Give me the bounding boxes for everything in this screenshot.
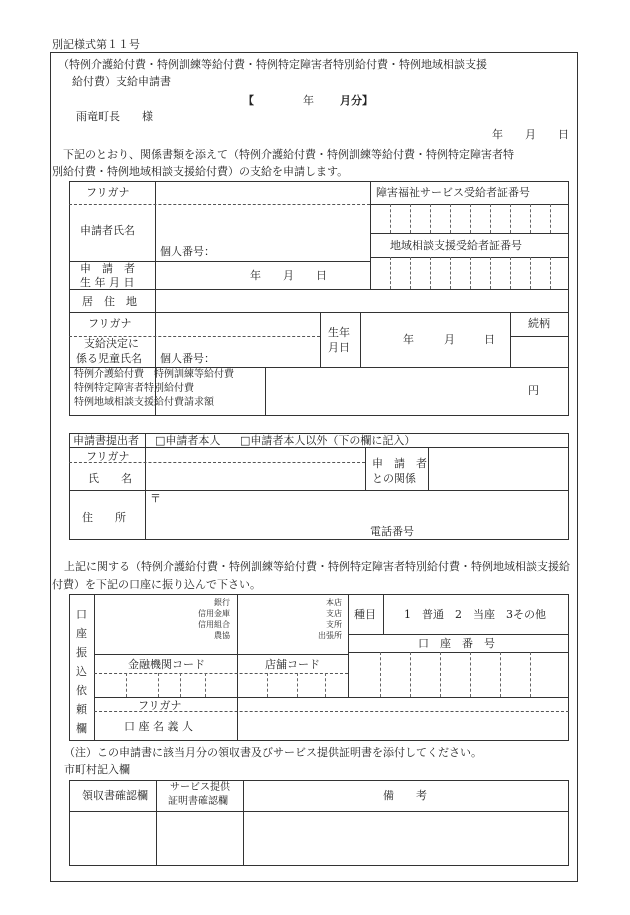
date-month: 月 bbox=[525, 128, 536, 141]
service-check-label-1: サービス提供 bbox=[170, 782, 230, 793]
child-birth-year: 年 bbox=[403, 333, 414, 346]
bank-side-label-4: 依 bbox=[76, 684, 87, 697]
claim-label-1: 特例介護給付費 特例訓練等給付費 bbox=[74, 369, 234, 380]
child-relation-label: 続柄 bbox=[528, 317, 550, 330]
institution-code-label: 金融機関コード bbox=[128, 658, 205, 671]
submitter-option-self[interactable]: □申請者本人 bbox=[155, 434, 221, 447]
applicant-birth-label-2: 生 年 月 日 bbox=[80, 276, 135, 289]
bank-side-label-5: 頼 bbox=[76, 703, 87, 716]
municipal-label: 市町村記入欄 bbox=[64, 763, 130, 776]
intro-line1: 下記のとおり、関係書類を添えて（特例介護給付費・特例訓練等給付費・特例特定障害者特 bbox=[63, 148, 514, 161]
account-number-label: 口 座 番 号 bbox=[418, 637, 495, 650]
form-number: 別記様式第１１号 bbox=[52, 38, 140, 51]
bank-side-label-6: 欄 bbox=[76, 722, 87, 735]
holder-label: 口 座 名 義 人 bbox=[124, 720, 193, 733]
receipt-check-label: 領収書確認欄 bbox=[82, 789, 148, 802]
month-bracket-open: 【 bbox=[243, 94, 254, 107]
claim-label-3: 特例地域相談支援給付費請求額 bbox=[74, 397, 214, 408]
account-type-options[interactable]: 1 普通 2 当座 3その他 bbox=[404, 608, 546, 621]
month-year-label: 年 bbox=[303, 94, 314, 107]
bank-side-label-1: 座 bbox=[76, 627, 87, 640]
bank-intro-line2: 付費）を下記の口座に振り込んで下さい。 bbox=[52, 578, 261, 591]
form-title-line1: （特例介護給付費・特例訓練等給付費・特例特定障害者特別給付費・特例地域相談支援 bbox=[58, 58, 487, 71]
date-year: 年 bbox=[492, 128, 503, 141]
submitter-relation-1: 申 請 者 bbox=[372, 457, 427, 470]
claim-yen: 円 bbox=[528, 384, 539, 397]
branch-type-1: 支店 bbox=[326, 609, 342, 618]
inst-type-1: 信用金庫 bbox=[198, 609, 230, 618]
branch-code-label: 店舗コード bbox=[265, 658, 320, 671]
branch-type-0: 本店 bbox=[326, 598, 342, 607]
bank-side-label-3: 込 bbox=[76, 665, 87, 678]
form-title-line2: 給付費）支給申請書 bbox=[72, 75, 171, 88]
intro-line2: 別給付費・特例地域相談支援給付費）の支給を申請します。 bbox=[52, 165, 349, 178]
child-personal-number: 個人番号： bbox=[160, 352, 215, 365]
service-cert-label: 障害福祉サービス受給者証番号 bbox=[376, 186, 530, 199]
inst-type-2: 信用組合 bbox=[198, 620, 230, 629]
applicant-personal-number: 個人番号： bbox=[160, 245, 215, 258]
account-type-label: 種目 bbox=[354, 608, 376, 621]
child-birth-label-1: 生年 bbox=[328, 326, 350, 339]
applicant-birth-label-1: 申 請 者 bbox=[80, 262, 135, 275]
bank-side-label-0: 口 bbox=[76, 608, 87, 621]
applicant-address-label: 居 住 地 bbox=[82, 295, 137, 308]
community-cert-label: 地域相談支援受給者証番号 bbox=[390, 239, 522, 252]
claim-label-2: 特例特定障害者特別給付費 bbox=[74, 383, 194, 394]
service-check-label-2: 証明書確認欄 bbox=[168, 796, 228, 807]
applicant-birth-year: 年 bbox=[250, 269, 261, 282]
child-birth-month: 月 bbox=[444, 333, 455, 346]
branch-type-2: 支所 bbox=[326, 620, 342, 629]
submitter-furigana-label: フリガナ bbox=[86, 450, 130, 463]
submitter-name-label: 氏 名 bbox=[88, 472, 132, 485]
submitter-label: 申請書提出者 bbox=[73, 434, 139, 447]
child-birth-day: 日 bbox=[484, 333, 495, 346]
child-birth-label-2: 月日 bbox=[328, 341, 350, 354]
inst-type-3: 農協 bbox=[214, 631, 230, 640]
inst-type-0: 銀行 bbox=[214, 598, 230, 607]
submitter-table bbox=[69, 433, 569, 540]
applicant-furigana-label: フリガナ bbox=[86, 186, 130, 199]
remarks-label: 備 考 bbox=[383, 789, 427, 802]
child-furigana-label: フリガナ bbox=[88, 317, 132, 330]
bank-side-label-2: 振 bbox=[76, 646, 87, 659]
month-label: 月分】 bbox=[340, 94, 373, 107]
addressee: 雨竜町長 様 bbox=[76, 110, 153, 123]
applicant-birth-month: 月 bbox=[283, 269, 294, 282]
submitter-address-label: 住 所 bbox=[82, 511, 126, 524]
attachment-note: （注）この申請書に該当月分の領収書及びサービス提供証明書を添付してください。 bbox=[64, 746, 482, 759]
submitter-relation-2: との関係 bbox=[372, 472, 416, 485]
child-label-2: 係る児童氏名 bbox=[76, 352, 142, 365]
child-label-1: 支給決定に bbox=[84, 337, 139, 350]
date-day: 日 bbox=[558, 128, 569, 141]
phone-label: 電話番号 bbox=[370, 525, 414, 538]
applicant-birth-day: 日 bbox=[316, 269, 327, 282]
branch-type-3: 出張所 bbox=[318, 631, 342, 640]
postal-mark: 〒 bbox=[150, 492, 161, 505]
bank-intro-line1: 上記に関する（特例介護給付費・特例訓練等給付費・特例特定障害者特別給付費・特例地域相談支援給 bbox=[64, 560, 570, 573]
submitter-option-other[interactable]: □申請者本人以外（下の欄に記入） bbox=[240, 434, 416, 447]
holder-furigana-label: フリガナ bbox=[138, 699, 182, 712]
applicant-name-label: 申請者氏名 bbox=[80, 224, 135, 237]
